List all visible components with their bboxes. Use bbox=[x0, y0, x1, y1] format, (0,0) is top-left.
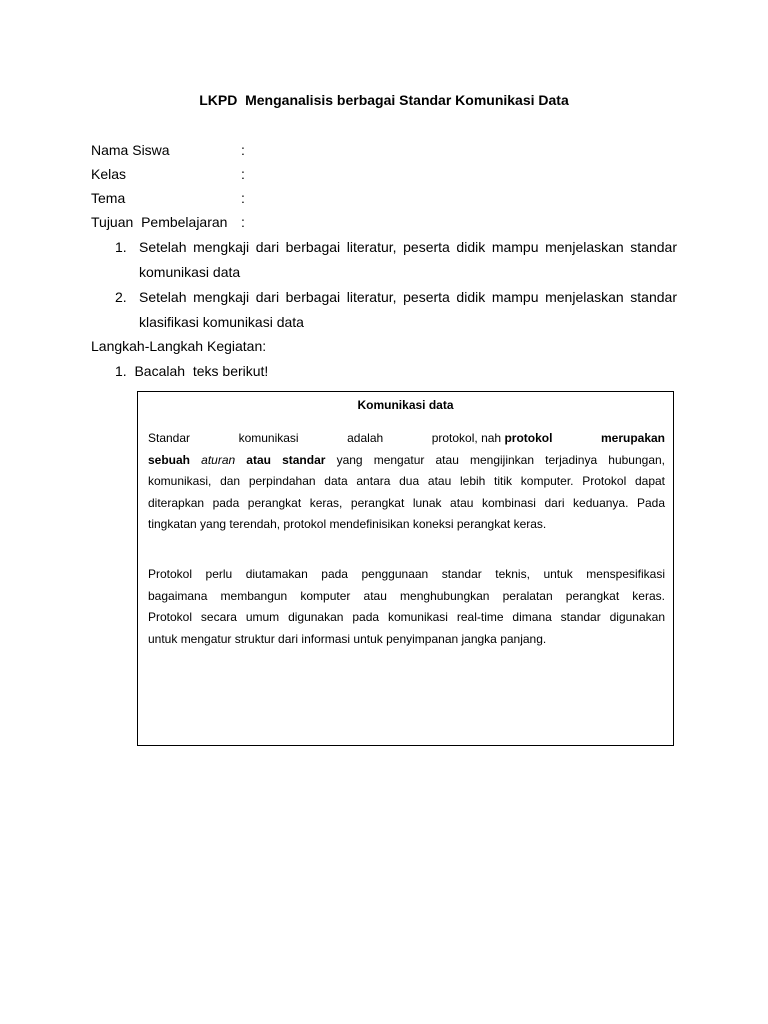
step-text: Bacalah teks berikut! bbox=[134, 363, 269, 379]
field-label: Nama Siswa bbox=[91, 142, 170, 158]
paragraph-line bbox=[148, 428, 665, 450]
paragraph-line: tingkatan yang terendah, protokol mendefinisikan koneksi perangkat keras. bbox=[148, 517, 547, 531]
objective-line: klasifikasi komunikasi data bbox=[139, 314, 304, 330]
field-colon: : bbox=[241, 190, 245, 206]
bold-word: merupakan bbox=[600, 431, 665, 445]
field-label: Tujuan Pembelajaran bbox=[91, 214, 228, 230]
paragraph-line: diterapkan pada perangkat keras, perangkat lunak atau kombinasi dari keduanya. Pada bbox=[148, 495, 665, 510]
paragraph-line: untuk mengatur struktur dari informasi untuk penyimpanan jangka panjang. bbox=[148, 631, 547, 646]
field-label: Kelas bbox=[91, 166, 127, 182]
step-item bbox=[115, 361, 268, 381]
paragraph-line: Protokol secara umum digunakan pada komunikasi real-time dimana standar digunakan bbox=[148, 610, 665, 624]
paragraph-1 bbox=[148, 428, 665, 536]
paragraph-line: komunikasi, dan perpindahan data antara dua atau lebih titik komputer. Protokol dapat bbox=[148, 474, 665, 488]
list-item bbox=[91, 285, 677, 335]
word-group bbox=[432, 428, 553, 450]
paragraph-2 bbox=[148, 564, 665, 650]
word: komunikasi bbox=[238, 431, 299, 445]
objectives-list bbox=[91, 235, 677, 335]
word: Standar bbox=[148, 431, 191, 445]
bold-word: atau standar bbox=[246, 452, 326, 467]
list-number: 2. bbox=[115, 289, 127, 305]
field-label: Tema bbox=[91, 190, 126, 206]
steps-heading: Langkah-Langkah Kegiatan: bbox=[91, 338, 267, 354]
bold-word: protokol bbox=[504, 431, 553, 445]
objective-text: Setelah mengkaji dari berbagai literatur, peserta didik mampu menjelaskan standar bbox=[139, 239, 677, 255]
objective-line bbox=[139, 285, 677, 310]
text: yang mengatur atau mengijinkan terjadinya hubungan, bbox=[336, 452, 665, 467]
paragraph-line bbox=[148, 450, 665, 472]
field-colon: : bbox=[241, 166, 245, 182]
list-number: 1. bbox=[115, 239, 127, 255]
bold-word: sebuah bbox=[148, 452, 191, 467]
italic-word: aturan bbox=[201, 452, 236, 467]
field-colon: : bbox=[241, 142, 245, 158]
field-colon: : bbox=[241, 214, 245, 230]
objective-line bbox=[139, 235, 677, 260]
objective-text: Setelah mengkaji dari berbagai literatur, peserta didik mampu menjelaskan standar bbox=[139, 289, 677, 305]
word: protokol bbox=[431, 431, 475, 445]
document-title: LKPD Menganalisis berbagai Standar Komunikasi Data bbox=[199, 92, 569, 108]
reading-box bbox=[137, 391, 674, 746]
list-item bbox=[91, 235, 677, 285]
list-number: 1. bbox=[115, 363, 127, 379]
paragraph-line: bagaimana membangun komputer atau menghubungkan peralatan perangkat keras. bbox=[148, 588, 665, 603]
paragraph-line: Protokol perlu diutamakan pada penggunaan standar teknis, untuk menspesifikasi bbox=[148, 567, 665, 581]
objective-line: komunikasi data bbox=[139, 264, 241, 280]
word: adalah bbox=[347, 431, 384, 445]
separator: , nah bbox=[474, 431, 505, 445]
reading-box-title: Komunikasi data bbox=[357, 398, 454, 412]
